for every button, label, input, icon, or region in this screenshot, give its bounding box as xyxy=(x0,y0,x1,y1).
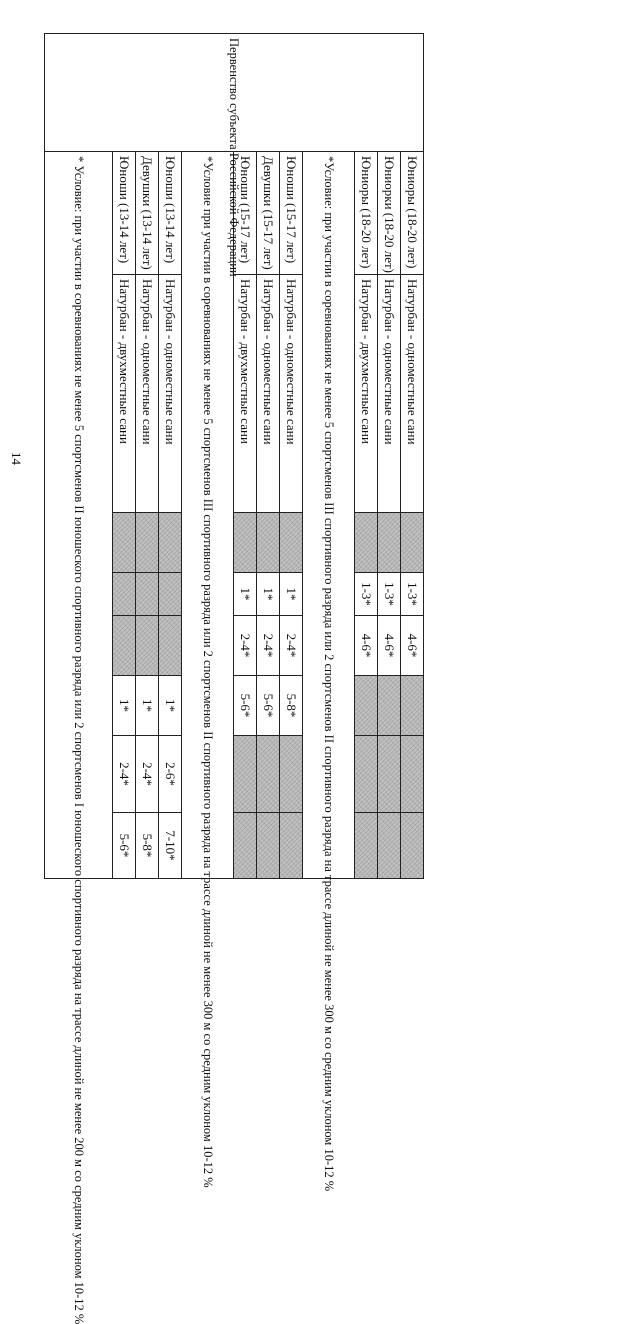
rank-cell xyxy=(401,813,424,879)
discipline-cell: Натурбан - двухместные сани xyxy=(355,275,378,513)
discipline-cell: Натурбан - одноместные сани xyxy=(257,275,280,513)
discipline-cell: Натурбан - одноместные сани xyxy=(136,275,159,513)
rank-cell: 1* xyxy=(257,573,280,616)
group-cell: Юноши (15-17 лет) xyxy=(234,152,257,275)
rank-cell xyxy=(136,616,159,676)
group-cell: Девушки (15-17 лет) xyxy=(257,152,280,275)
rank-cell xyxy=(280,736,303,813)
discipline-cell: Натурбан - одноместные сани xyxy=(378,275,401,513)
rank-cell: 7-10* xyxy=(159,813,182,879)
rank-cell: 2-4* xyxy=(234,616,257,676)
rank-cell xyxy=(280,513,303,573)
discipline-cell: Натурбан - одноместные сани xyxy=(280,275,303,513)
rank-cell xyxy=(136,513,159,573)
discipline-cell: Натурбан - двухместные сани xyxy=(113,275,136,513)
rank-cell: 5-8* xyxy=(280,676,303,736)
rank-cell xyxy=(113,513,136,573)
condition-note: *Условие: при участии в соревнованиях не менее 5 спортсменов III спортивного разряда или 2 спортсменов II спортивного разряда на трассе длиной не менее 300 м со средним уклоном 10-12 % xyxy=(303,152,355,879)
discipline-cell: Натурбан - одноместные сани xyxy=(401,275,424,513)
rank-cell: 2-6* xyxy=(159,736,182,813)
rank-cell xyxy=(355,813,378,879)
condition-note: * Условие: при участии в соревнованиях не менее 5 спортсменов II юношеского спортивного разряда или 2 спортсменов I юношеского спортивного разряда на трассе длиной не менее 200 м со средним уклоном 10-12 % xyxy=(45,152,113,879)
rank-cell: 1* xyxy=(136,676,159,736)
page-number: 14 xyxy=(9,452,24,465)
rank-cell xyxy=(257,736,280,813)
rank-cell: 1-3* xyxy=(378,573,401,616)
rank-cell xyxy=(113,616,136,676)
rank-cell: 4-6* xyxy=(378,616,401,676)
group-cell: Девушки (13-14 лет) xyxy=(136,152,159,275)
rank-cell: 1-3* xyxy=(401,573,424,616)
group-cell: Юноши (15-17 лет) xyxy=(280,152,303,275)
rank-cell xyxy=(234,736,257,813)
rank-cell: 1* xyxy=(159,676,182,736)
rank-cell xyxy=(234,813,257,879)
rank-cell xyxy=(113,573,136,616)
rank-cell: 1* xyxy=(280,573,303,616)
rank-cell xyxy=(280,813,303,879)
group-cell: Юниоры (18-20 лет) xyxy=(401,152,424,275)
rank-cell: 1* xyxy=(113,676,136,736)
rank-cell: 2-4* xyxy=(280,616,303,676)
discipline-cell: Натурбан - одноместные сани xyxy=(159,275,182,513)
rank-cell xyxy=(159,616,182,676)
rank-cell xyxy=(378,513,401,573)
group-cell: Юниорки (18-20 лет) xyxy=(378,152,401,275)
rank-cell xyxy=(401,513,424,573)
rank-cell xyxy=(257,813,280,879)
rank-cell xyxy=(234,513,257,573)
rank-cell xyxy=(257,513,280,573)
rank-cell: 4-6* xyxy=(355,616,378,676)
discipline-cell: Натурбан - двухместные сани xyxy=(234,275,257,513)
rank-cell: 4-6* xyxy=(401,616,424,676)
rank-cell: 2-4* xyxy=(257,616,280,676)
group-cell: Юноши (13-14 лет) xyxy=(159,152,182,275)
rank-cell: 5-6* xyxy=(234,676,257,736)
rank-cell: 5-6* xyxy=(257,676,280,736)
group-cell: Юноши (13-14 лет) xyxy=(113,152,136,275)
rank-cell xyxy=(159,513,182,573)
competition-level-cell: Первенство субъекта Российской Федерации xyxy=(45,34,424,152)
rank-cell: 1* xyxy=(234,573,257,616)
rank-cell xyxy=(401,736,424,813)
rank-cell xyxy=(355,513,378,573)
rank-cell xyxy=(355,736,378,813)
rank-cell: 1-3* xyxy=(355,573,378,616)
rotated-table-sheet xyxy=(54,33,424,1324)
rank-cell xyxy=(136,573,159,616)
rank-cell: 5-8* xyxy=(136,813,159,879)
rank-cell: 2-4* xyxy=(113,736,136,813)
rank-cell xyxy=(378,736,401,813)
rank-cell xyxy=(378,813,401,879)
rank-cell xyxy=(401,676,424,736)
rank-cell xyxy=(355,676,378,736)
rank-cell: 2-4* xyxy=(136,736,159,813)
rank-cell: 5-6* xyxy=(113,813,136,879)
condition-note: *Условие при участии в соревнованиях не менее 5 спортсменов III спортивного разряда или 2 спортсменов II спортивного разряда на трассе длиной не менее 300 м со средним уклоном 10-12 % xyxy=(182,152,234,879)
rank-cell xyxy=(378,676,401,736)
rank-cell xyxy=(159,573,182,616)
sports-rank-table xyxy=(44,33,424,1324)
group-cell: Юниоры (18-20 лет) xyxy=(355,152,378,275)
